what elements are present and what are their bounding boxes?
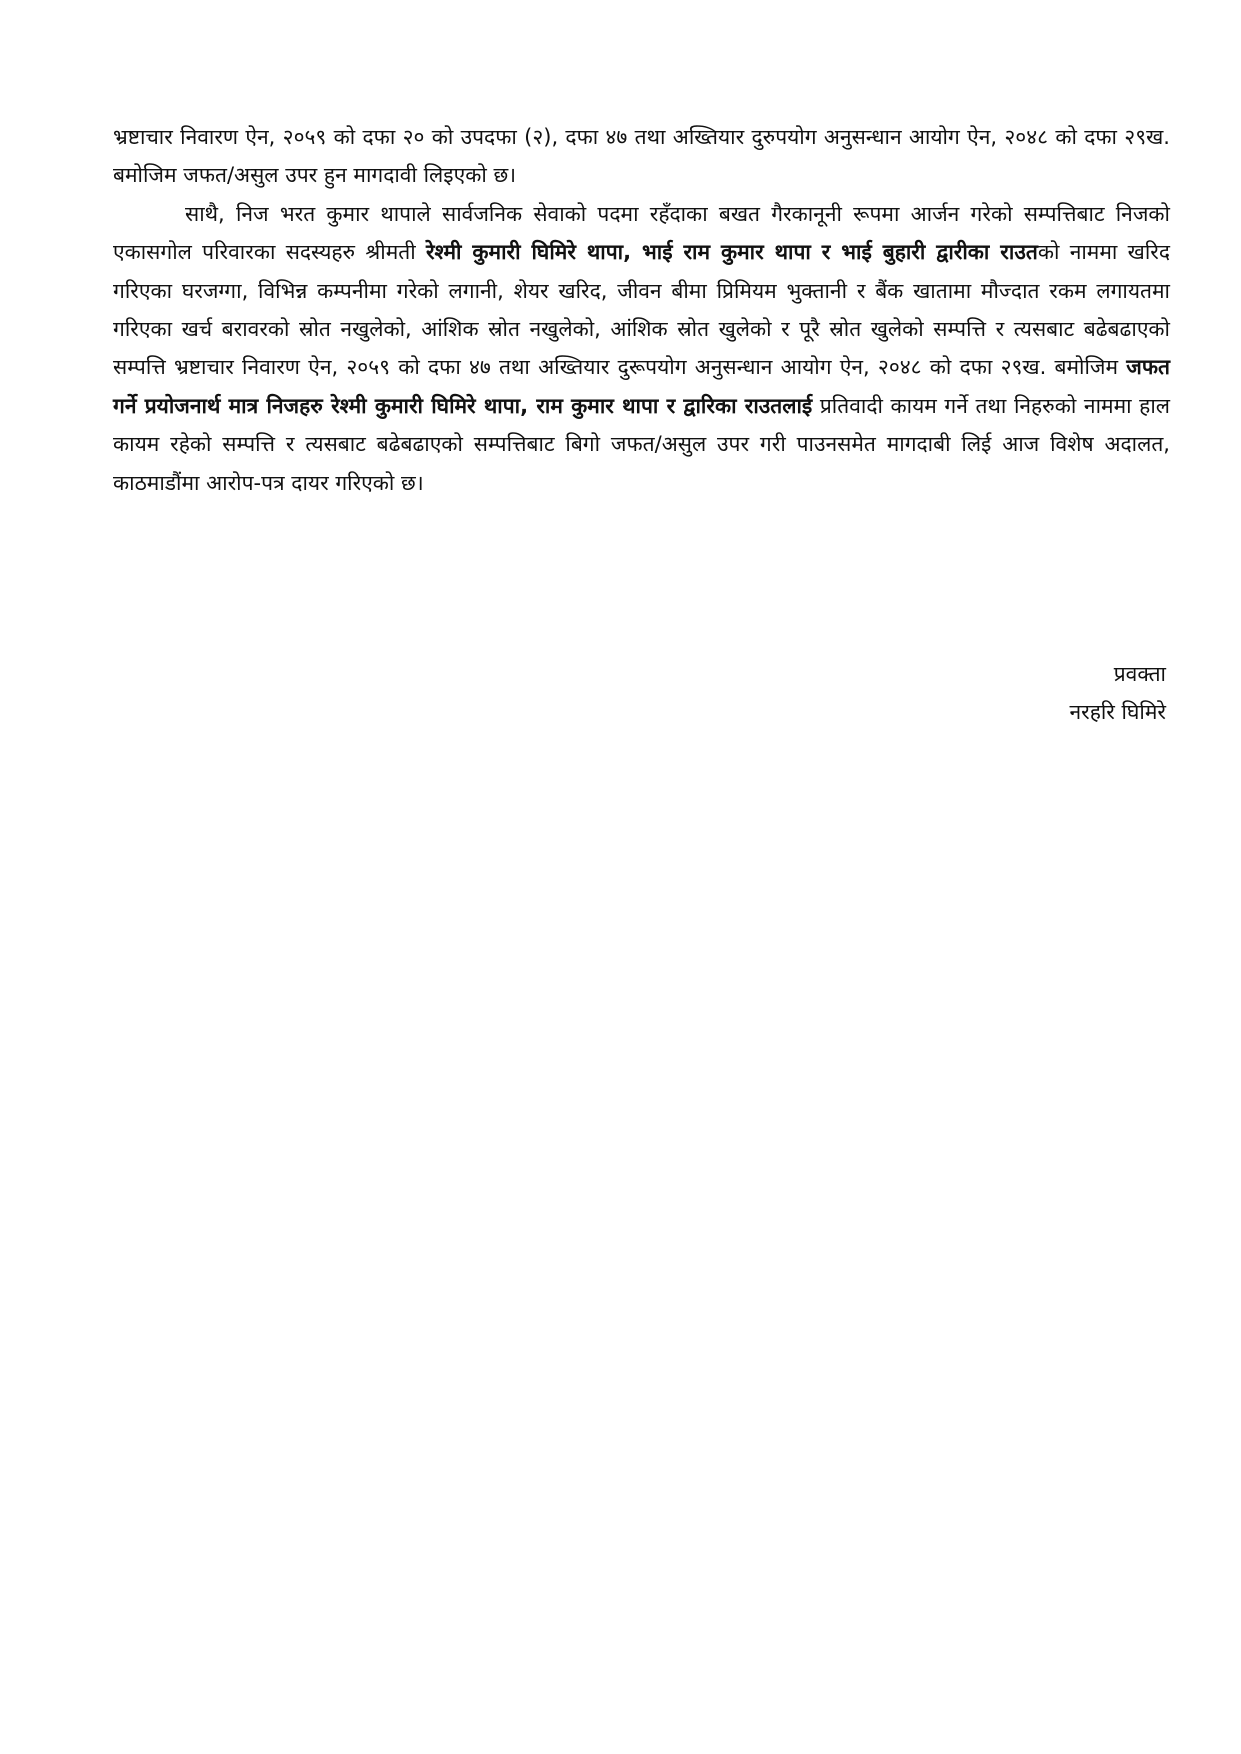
bold-family-names: रेश्मी कुमारी घिमिरे थापा, भाई राम कुमार थापा र भाई बुहारी द्वारीका राउत <box>425 240 1038 265</box>
paragraph-charge-sheet <box>113 195 1170 502</box>
paragraph-text: को नाममा खरिद गरिएका घरजग्गा, विभिन्न कम्पनीमा गरेको लगानी, शेयर खरिद, जीवन बीमा प्रिमियम भुक्तानी र बैंक खातामा मौज्दात रकम लगायतमा गरिएका खर्च बरावरको स्रोत नखुलेको, आंशिक स्रोत नखुलेको, आंशिक स्रोत खुलेको र पूरै स्रोत खुलेको सम्पत्ति र त्यसबाट बढेबढाएको सम्पत्ति भ्रष्टाचार निवारण ऐन, २०५९ को दफा ४७ तथा अख्तियार दुरूपयोग अनुसन्धान आयोग ऐन, २०४८ को दफा २९ख. बमोजिम <box>113 240 1170 380</box>
paragraph-text: साथै, निज भरत कुमार थापाले सार्वजनिक सेवाको पदमा रहँदाका बखत गैरकानूनी रूपमा आर्जन गरेको सम्पत्तिबाट निजको एकासगोल परिवारका सदस्यहरु श्रीमती <box>113 201 1170 265</box>
signature-title: प्रवक्ता <box>1113 662 1166 686</box>
paragraph-legal-basis: भ्रष्टाचार निवारण ऐन, २०५९ को दफा २० को उपदफा (२), दफा ४७ तथा अख्तियार दुरुपयोग अनुसन्धान आयोग ऐन, २०४८ को दफा २९ख. बमोजिम जफत/असुल उपर हुन मागदावी लिइएको छ। <box>113 125 1170 188</box>
bold-defendants: जफत गर्ने प्रयोजनार्थ मात्र निजहरु रेश्मी कुमारी घिमिरे थापा, राम कुमार थापा र द्वारिका राउतलाई <box>113 355 1170 418</box>
signature-block <box>1069 655 1166 732</box>
paragraph-text: प्रतिवादी कायम गर्ने तथा निहरुको नाममा हाल कायम रहेको सम्पत्ति र त्यसबाट बढेबढाएको सम्पत्तिबाट बिगो जफत/असुल उपर गरी पाउनसमेत मागदाबी लिई आज विशेष अदालत, काठमाडौंमा आरोप-पत्र दायर गरिएको छ। <box>113 393 1170 495</box>
signature-name: नरहरि घिमिरे <box>1069 700 1166 725</box>
document-body <box>113 118 1170 502</box>
